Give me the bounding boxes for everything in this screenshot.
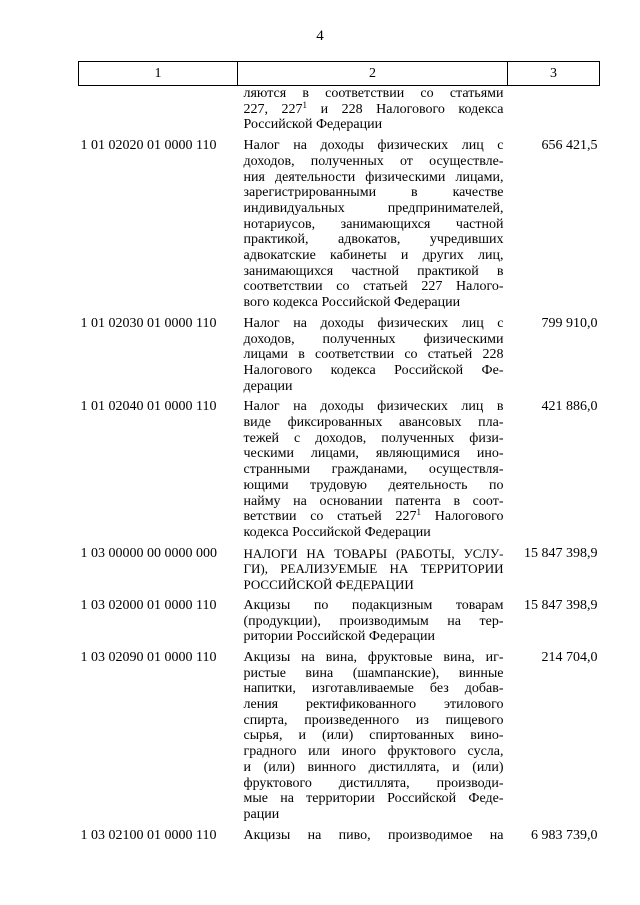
- description-line: сырья, и (или) спиртованных вино-: [243, 728, 504, 744]
- description-line: практикой, адвокатов, учредивших: [243, 232, 504, 248]
- description-line: доходов, полученных от осуществле-: [243, 153, 504, 169]
- classification-code: 1 03 00000 00 0000 000: [80, 545, 217, 561]
- description-line: Акцизы на вина, фруктовые вина, иг-: [243, 649, 504, 665]
- description-line: и (или) винного дистиллята, и (или): [243, 759, 504, 775]
- description-line: индивидуальных предпринимателей,: [243, 200, 504, 216]
- description-line: нотариусов, занимающихся частной: [243, 216, 504, 232]
- item-description: [238, 86, 508, 139]
- description-line: НАЛОГИ НА ТОВАРЫ (РАБОТЫ, УСЛУ-: [243, 545, 504, 561]
- page-number: 4: [316, 28, 324, 44]
- description-line: Акцизы по подакцизным товарам: [243, 597, 504, 613]
- description-line: ляются в соответствии со статьями: [243, 86, 504, 101]
- table-row: [79, 598, 600, 650]
- amount-value: 15 847 398,9: [524, 597, 598, 613]
- classification-code: 1 01 02040 01 0000 110: [80, 399, 217, 415]
- description-line: Российской Федерации: [243, 117, 383, 133]
- table-row: [79, 138, 600, 316]
- table-row: [79, 828, 600, 844]
- description-line: (продукции), производимым на тер-: [243, 613, 504, 629]
- budget-table: [78, 61, 600, 843]
- classification-code: 1 03 02000 01 0000 110: [80, 597, 217, 613]
- description-line: ческими лицами, являющимися ино-: [243, 446, 504, 462]
- classification-code: 1 03 02090 01 0000 110: [80, 649, 217, 665]
- description-line: Налог на доходы физических лиц в: [243, 399, 504, 415]
- description-line: фруктового дистиллята, производи-: [243, 775, 504, 791]
- table-row: [79, 86, 600, 139]
- item-description: [238, 316, 508, 400]
- item-description: [238, 650, 508, 828]
- classification-code: 1 01 02020 01 0000 110: [80, 138, 217, 154]
- item-description: [238, 598, 508, 650]
- description-line: Налог на доходы физических лиц с: [243, 138, 504, 154]
- description-line: РОССИЙСКОЙ ФЕДЕРАЦИИ: [243, 577, 414, 593]
- description-line: тежей с доходов, полученных физи-: [243, 430, 504, 446]
- superscript-one: 1: [416, 507, 421, 518]
- classification-code: 1 03 02100 01 0000 110: [80, 827, 217, 843]
- description-line: градного или иного фруктового сусла,: [243, 744, 504, 760]
- description-line: ритории Российской Федерации: [243, 629, 436, 645]
- description-line: спирта, произведенного из пищевого: [243, 712, 504, 728]
- superscript-one: 1: [302, 99, 308, 110]
- description-line: дерации: [243, 378, 293, 394]
- description-line: найму на основании патента в соот-: [243, 493, 504, 509]
- item-description: [238, 546, 508, 598]
- classification-code: 1 01 02030 01 0000 110: [80, 315, 217, 331]
- description-line: ющими трудовую деятельность по: [243, 477, 504, 493]
- description-line: ветствии со статьей $227^1$ Налогового: [243, 507, 504, 525]
- description-line: зарегистрированными в качестве: [243, 185, 504, 201]
- item-description: [238, 828, 508, 844]
- description-line: вого кодекса Российской Федерации: [243, 295, 461, 311]
- description-line: виде фиксированных авансовых пла-: [243, 415, 504, 431]
- header-col-2: 2: [238, 62, 508, 86]
- description-line: ления ректификованного этилового: [243, 697, 504, 713]
- description-line: 227, $227^1$ и 228 Налогового кодекса: [243, 99, 504, 117]
- table-row: [79, 316, 600, 400]
- description-line: Налогового кодекса Российской Фе-: [243, 362, 504, 378]
- description-line: мые на территории Российской Феде-: [243, 791, 504, 807]
- header-col-3: 3: [508, 62, 600, 86]
- amount-value: 799 910,0: [541, 315, 598, 331]
- amount-value: 421 886,0: [541, 399, 598, 415]
- description-line: кодекса Российской Федерации: [243, 524, 431, 540]
- classification-code: [79, 86, 238, 139]
- description-line: лицами в соответствии со статьей 228: [243, 347, 504, 363]
- description-line: Акцизы на пиво, производимое на: [243, 827, 504, 843]
- description-line: соответствии со статьей 227 Налого-: [243, 279, 504, 295]
- description-line: напитки, изготавливаемые без добав-: [243, 681, 504, 697]
- description-line: адвокатские кабинеты и других лиц,: [243, 248, 504, 264]
- header-row: [79, 62, 600, 86]
- description-line: ристые вина (шампанские), винные: [243, 665, 504, 681]
- table-row: [79, 546, 600, 598]
- description-line: доходов, полученных физическими: [243, 331, 504, 347]
- amount-value: 656 421,5: [541, 138, 598, 154]
- description-line: ГИ), РЕАЛИЗУЕМЫЕ НА ТЕРРИТОРИИ: [243, 561, 504, 577]
- description-line: странными гражданами, осуществля-: [243, 462, 504, 478]
- amount-value: 15 847 398,9: [524, 545, 598, 561]
- amount-value: [508, 86, 600, 139]
- item-description: [238, 399, 508, 545]
- table-row: [79, 650, 600, 828]
- description-line: занимающихся частной практикой в: [243, 263, 504, 279]
- description-line: ния деятельности физическими лицами,: [243, 169, 504, 185]
- header-col-1: 1: [79, 62, 238, 86]
- table-body: [79, 86, 600, 844]
- description-line: рации: [243, 806, 280, 822]
- table-row: [79, 399, 600, 545]
- amount-value: 6 983 739,0: [531, 827, 598, 843]
- amount-value: 214 704,0: [541, 649, 598, 665]
- description-line: Налог на доходы физических лиц с: [243, 315, 504, 331]
- item-description: [238, 138, 508, 316]
